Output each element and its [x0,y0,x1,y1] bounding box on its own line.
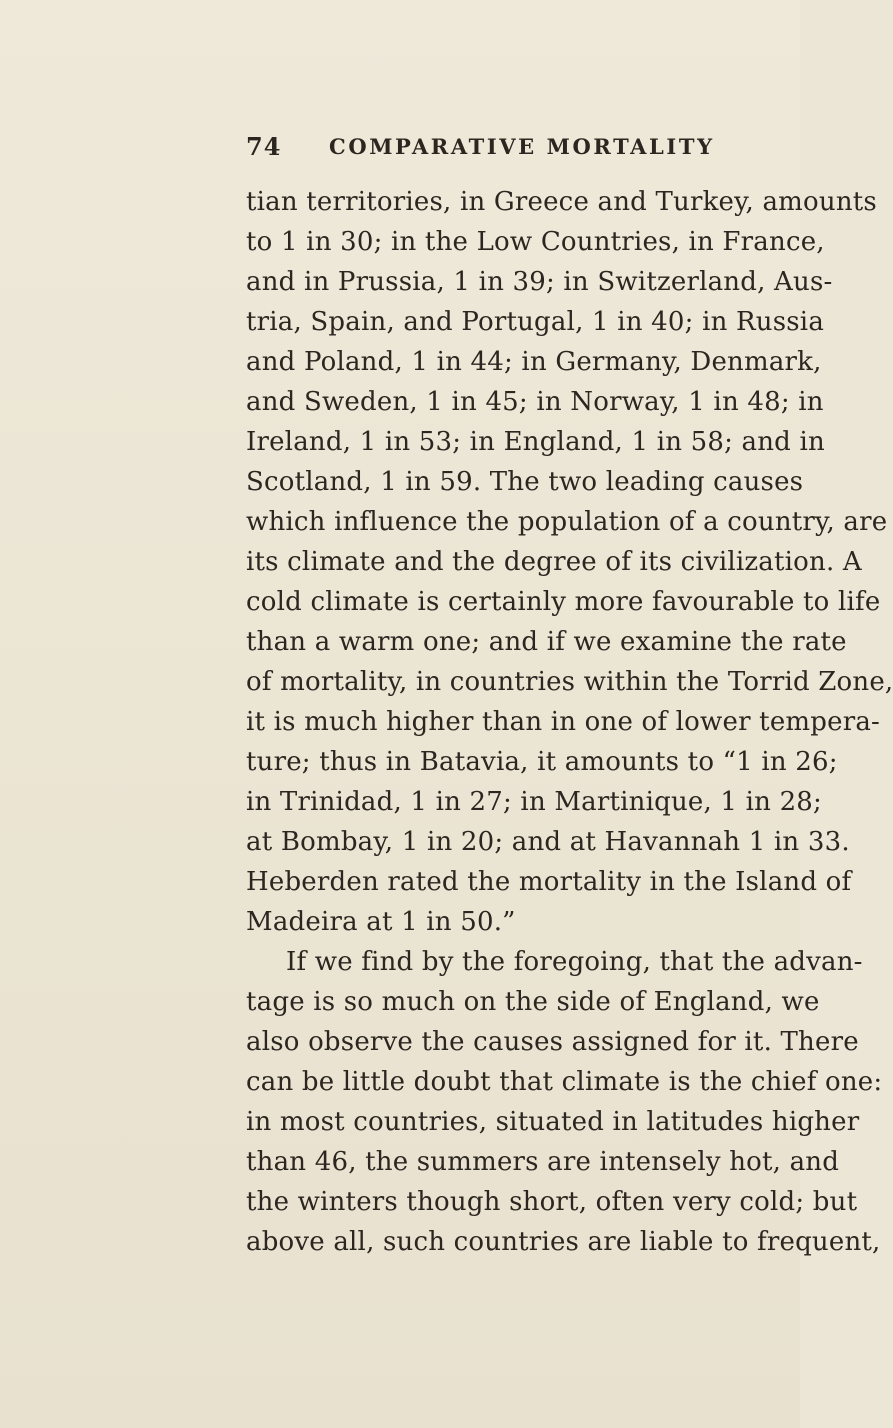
running-head [0,128,800,168]
body-text [246,182,893,1262]
text-line: Ireland, 1 in 53; in England, 1 in 58; and in [246,427,825,457]
text-line: tage is so much on the side of England, we [246,987,820,1017]
text-line: can be little doubt that climate is the chief one: [246,1067,883,1097]
text-line: which influence the population of a country, are [246,507,888,537]
paragraph-end-line: Madeira at 1 in 50.” [246,907,516,937]
text-line: to 1 in 30; in the Low Countries, in France, [246,227,825,257]
text-line: of mortality, in countries within the Torrid Zone, [246,667,893,697]
text-line: above all, such countries are liable to frequent, [246,1227,881,1257]
text-line: and in Prussia, 1 in 39; in Switzerland, Aus- [246,267,833,297]
text-line: than 46, the summers are intensely hot, and [246,1147,840,1177]
paragraph-start-line: If we find by the foregoing, that the advan- [286,947,863,977]
text-line: Scotland, 1 in 59. The two leading causes [246,467,804,497]
running-title: COMPARATIVE MORTALITY [329,134,715,159]
text-line: in most countries, situated in latitudes higher [246,1107,860,1137]
text-line: tian territories, in Greece and Turkey, amounts [246,187,877,217]
text-line: and Poland, 1 in 44; in Germany, Denmark, [246,347,822,377]
text-line: the winters though short, often very cold; but [246,1187,858,1217]
text-line: Heberden rated the mortality in the Island of [246,867,852,897]
text-line: cold climate is certainly more favourable to life [246,587,881,617]
text-line: than a warm one; and if we examine the rate [246,627,847,657]
text-line: tria, Spain, and Portugal, 1 in 40; in Russia [246,307,825,337]
text-line: also observe the causes assigned for it. There [246,1027,859,1057]
text-line: ture; thus in Batavia, it amounts to “1 in 26; [246,747,838,777]
text-line: and Sweden, 1 in 45; in Norway, 1 in 48; in [246,387,824,417]
text-line: its climate and the degree of its civilization. A [246,547,862,577]
page-number: 74 [246,132,282,161]
text-line: it is much higher than in one of lower tempera- [246,707,881,737]
text-line: in Trinidad, 1 in 27; in Martinique, 1 in 28; [246,787,823,817]
text-line: at Bombay, 1 in 20; and at Havannah 1 in 33. [246,827,850,857]
